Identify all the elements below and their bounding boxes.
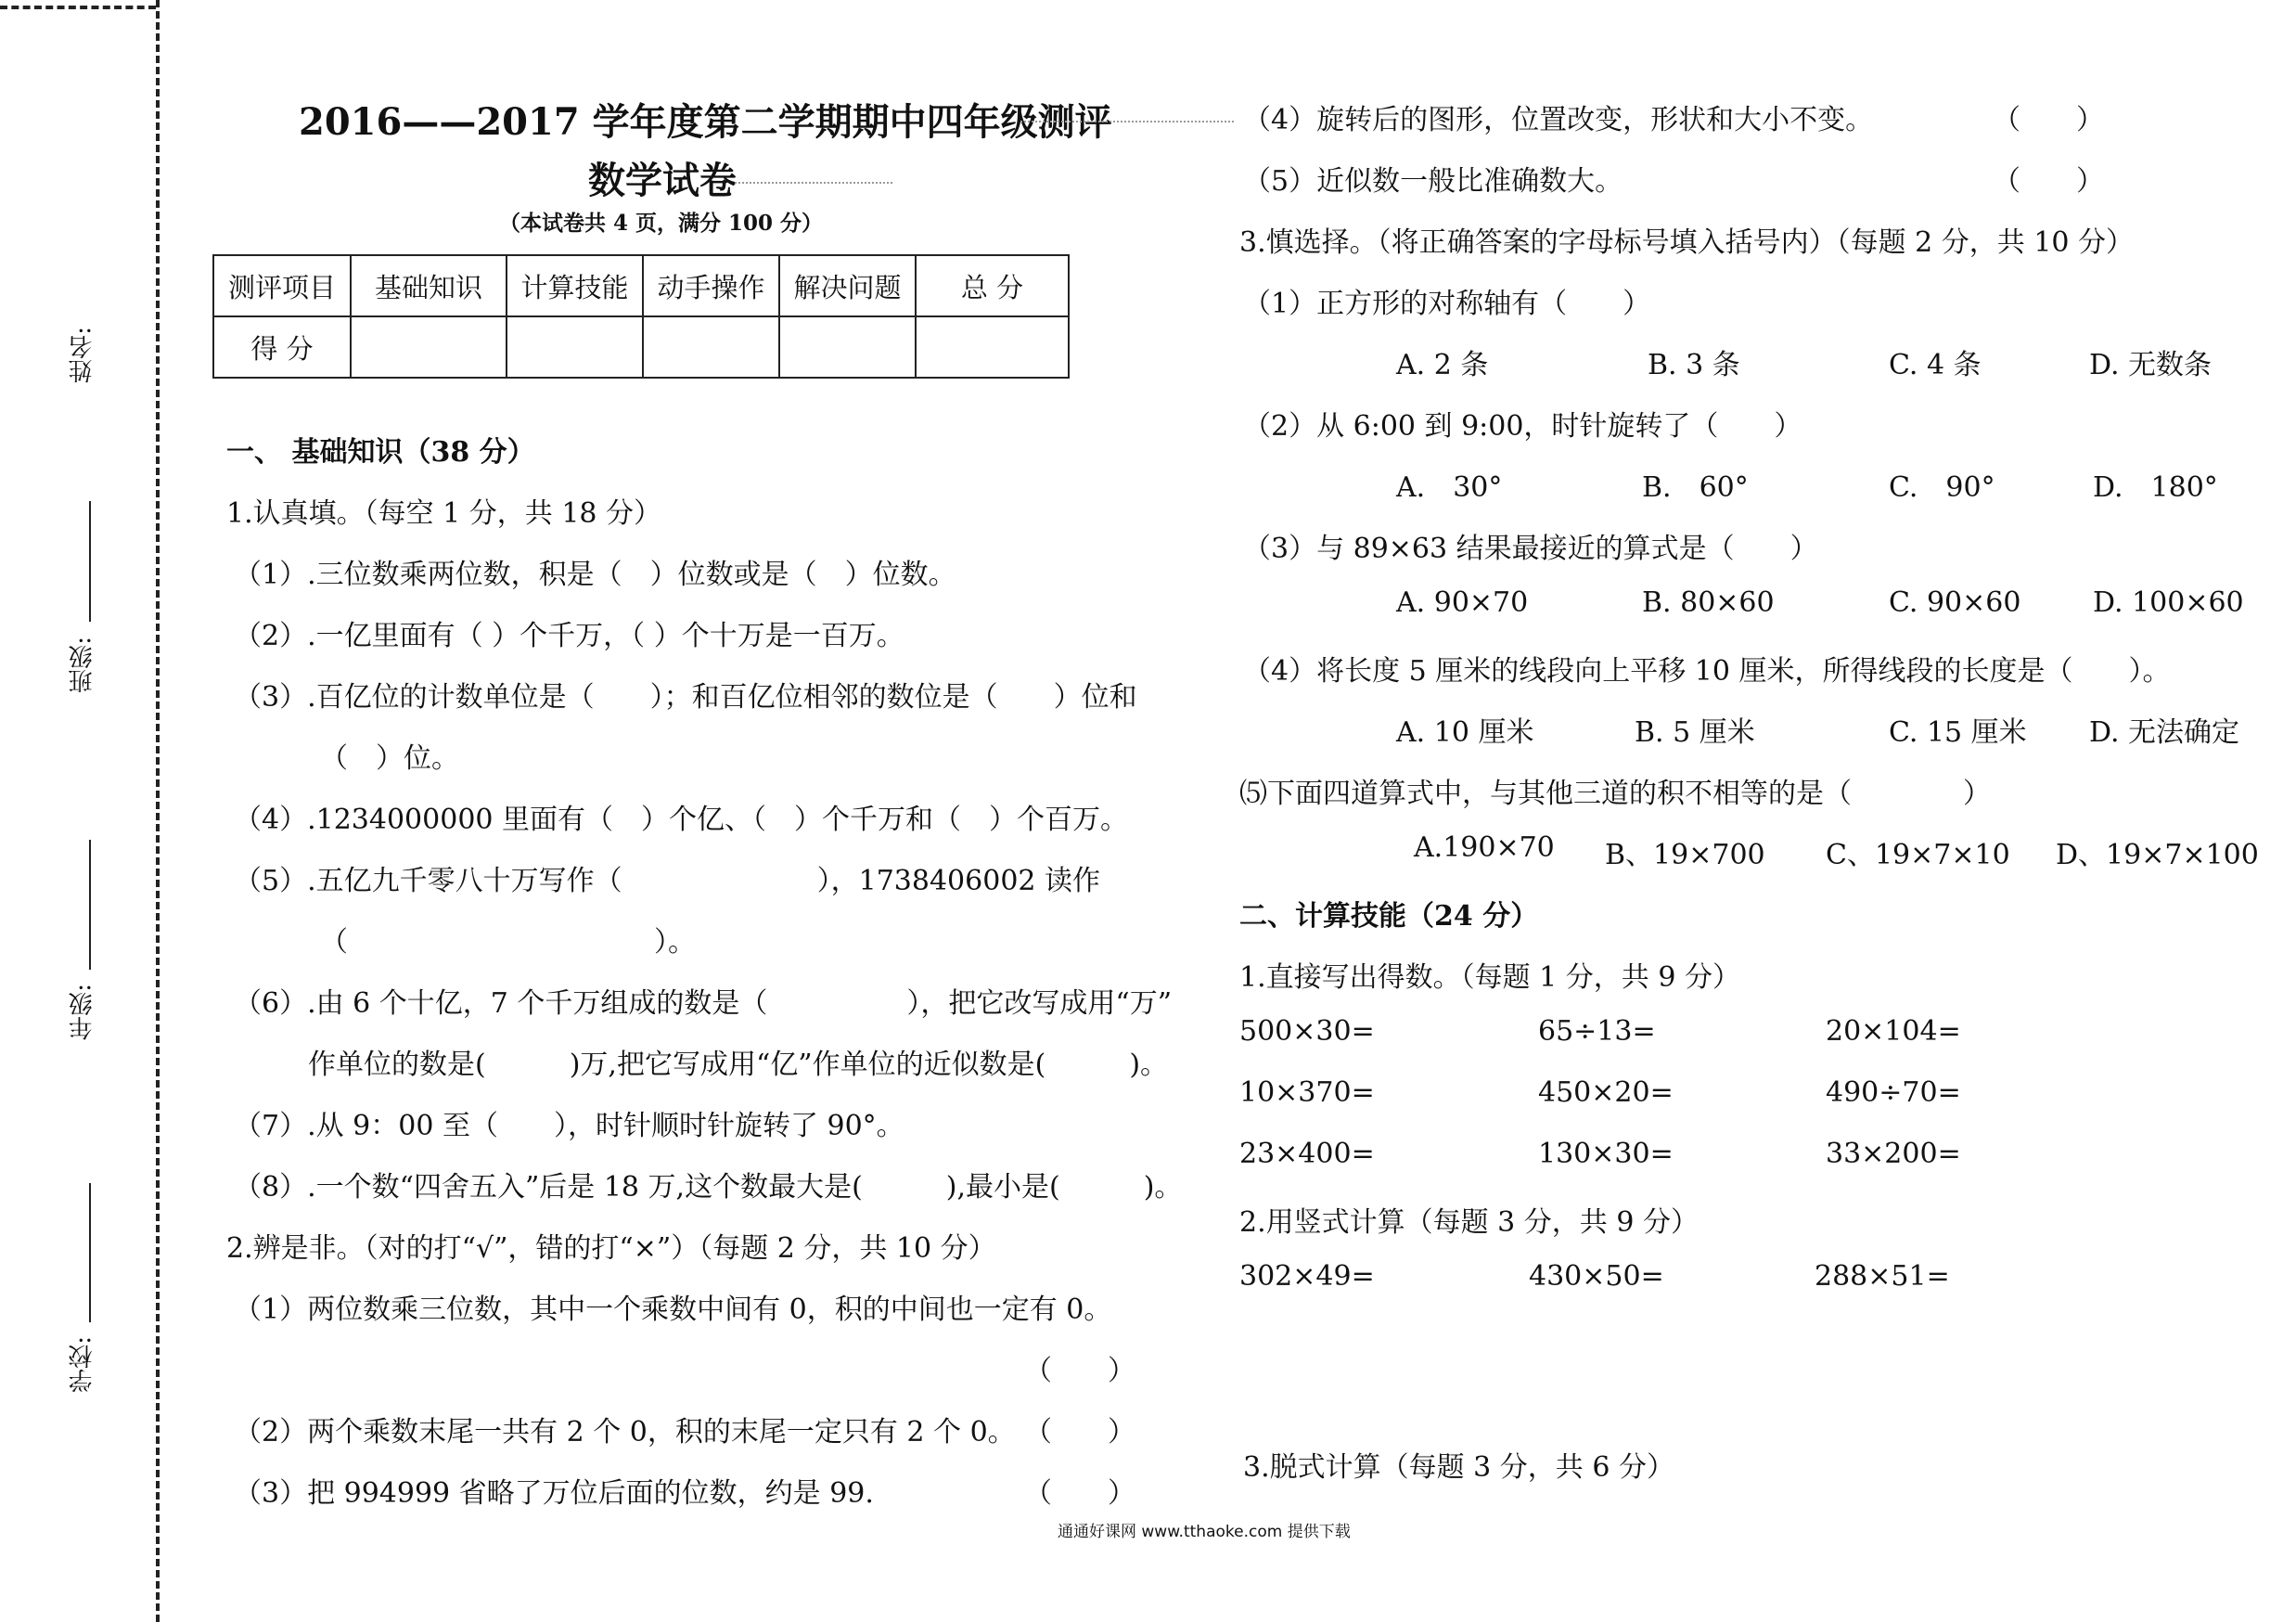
- school-blank[interactable]: [89, 1183, 91, 1322]
- calc-item: 33×200=: [1826, 1138, 1961, 1170]
- q2-item-2: （2）两个乘数末尾一共有 2 个 0，积的末尾一定只有 2 个 0。: [234, 1416, 1016, 1448]
- binding-top-tick: [0, 6, 156, 9]
- answer-paren[interactable]: （ ）: [1024, 1355, 1135, 1387]
- class-blank[interactable]: [89, 501, 91, 622]
- q1-item-6: （6）.由 6 个十亿，7 个千万组成的数是（ ），把它改写成用“万”: [234, 987, 1173, 1020]
- score-table-score-row: [213, 316, 1069, 378]
- q1-item-5: （5）.五亿九千零八十万写作（ ），1738406002 读作: [234, 865, 1101, 897]
- subtitle-dots: [735, 182, 892, 184]
- choice-option[interactable]: C. 15 厘米: [1889, 716, 2027, 749]
- header-cell: 解决问题: [779, 255, 916, 316]
- calc-item: 288×51=: [1815, 1260, 1950, 1293]
- row-label: 得 分: [213, 316, 351, 378]
- school-label: 学校:: [69, 1336, 96, 1393]
- choice-q5: ⑸下面四道算式中，与其他三道的积不相等的是（ ）: [1239, 778, 1991, 810]
- choice-option[interactable]: C. 4 条: [1889, 349, 1982, 381]
- choice-option[interactable]: B. 3 条: [1648, 349, 1740, 381]
- q2-title: 2.辨是非。（对的打“√”，错的打“×”）（每题 2 分，共 10 分）: [226, 1232, 996, 1265]
- calc-item: 65÷13=: [1538, 1015, 1656, 1048]
- calc-item: 20×104=: [1826, 1015, 1961, 1048]
- choice-option[interactable]: B、19×700: [1605, 839, 1765, 871]
- calc2-title: 2.用竖式计算（每题 3 分，共 9 分）: [1239, 1206, 1699, 1239]
- calc-item: 10×370=: [1239, 1076, 1375, 1109]
- choice-option[interactable]: C、19×7×10: [1826, 839, 2010, 871]
- score-cell[interactable]: [351, 316, 507, 378]
- answer-paren[interactable]: （ ）: [1024, 1416, 1135, 1448]
- section2-heading: 二、计算技能（24 分）: [1239, 900, 1539, 933]
- score-cell[interactable]: [507, 316, 643, 378]
- score-table-header-row: [213, 255, 1069, 316]
- score-cell[interactable]: [643, 316, 779, 378]
- choice-option[interactable]: D. 无法确定: [2089, 716, 2240, 749]
- q1-item-1: （1）.三位数乘两位数，积是（ ）位数或是（ ）位数。: [234, 559, 956, 591]
- footer-source: 通通好课网 www.tthaoke.com 提供下载: [1058, 1523, 1351, 1541]
- grade-blank[interactable]: [89, 840, 91, 970]
- header-cell: 动手操作: [643, 255, 779, 316]
- choice-option[interactable]: B. 80×60: [1642, 586, 1775, 619]
- choice-option[interactable]: B. 5 厘米: [1635, 716, 1755, 749]
- choice-option[interactable]: A.190×70: [1414, 831, 1555, 864]
- calc-item: 500×30=: [1239, 1015, 1375, 1048]
- choice-option[interactable]: A. 2 条: [1396, 349, 1489, 381]
- choice-q3: （3）与 89×63 结果最接近的算式是（ ）: [1243, 533, 1818, 565]
- calc-item: 430×50=: [1529, 1260, 1664, 1293]
- calc-item: 23×400=: [1239, 1138, 1375, 1170]
- calc1-title: 1.直接写出得数。（每题 1 分，共 9 分）: [1239, 961, 1740, 994]
- exam-subtitle: 数学试卷: [588, 159, 737, 202]
- answer-paren[interactable]: （ ）: [1024, 1477, 1135, 1510]
- choice-q1: （1）正方形的对称轴有（ ）: [1243, 288, 1651, 320]
- q1-item-6-cont: 作单位的数是( )万,把它写成用“亿”作单位的近似数是( )。: [308, 1049, 1169, 1081]
- q1-title: 1.认真填。（每空 1 分，共 18 分）: [226, 497, 662, 530]
- q1-item-4: （4）.1234000000 里面有（ ）个亿、（ ）个千万和（ ）个百万。: [234, 804, 1129, 836]
- header-cell: 测评项目: [213, 255, 351, 316]
- exam-title: 2016——2017 学年度第二学期期中四年级测评: [299, 100, 1112, 144]
- choice-option[interactable]: A. 30°: [1396, 471, 1503, 504]
- header-cell: 计算技能: [507, 255, 643, 316]
- name-label: 姓名:: [69, 327, 96, 383]
- choice-option[interactable]: C. 90°: [1889, 471, 1995, 504]
- q2-item-3: （3）把 994999 省略了万位后面的位数，约是 99.: [234, 1477, 874, 1510]
- section1-heading: 一、 基础知识（38 分）: [226, 436, 535, 469]
- header-cell: 总 分: [916, 255, 1069, 316]
- q1-item-5-cont: （ ）。: [320, 926, 696, 959]
- choice-option[interactable]: D. 180°: [2093, 471, 2218, 504]
- q2-item-1: （1）两位数乘三位数，其中一个乘数中间有 0，积的中间也一定有 0。: [234, 1294, 1112, 1326]
- answer-paren[interactable]: （ ）: [1993, 104, 2104, 136]
- calc-item: 130×30=: [1538, 1138, 1674, 1170]
- calc-item: 450×20=: [1538, 1076, 1674, 1109]
- score-table: [212, 254, 1070, 379]
- choice-option[interactable]: B. 60°: [1642, 471, 1749, 504]
- score-cell[interactable]: [779, 316, 916, 378]
- choice-q4: （4）将长度 5 厘米的线段向上平移 10 厘米，所得线段的长度是（ ）。: [1243, 655, 2171, 688]
- grade-label: 年级:: [69, 984, 96, 1040]
- calc-item: 302×49=: [1239, 1260, 1375, 1293]
- q1-item-7: （7）.从 9：00 至（ ），时针顺时针旋转了 90°。: [234, 1110, 904, 1142]
- choice-option[interactable]: C. 90×60: [1889, 586, 2021, 619]
- q1-item-3: （3）.百亿位的计数单位是（ ）；和百亿位相邻的数位是（ ）位和: [234, 681, 1137, 714]
- q1-item-3-cont: （ ）位。: [320, 742, 459, 775]
- q1-item-2: （2）.一亿里面有（ ）个千万，（ ）个十万是一百万。: [234, 620, 904, 652]
- judge-item-5: （5）近似数一般比准确数大。: [1243, 165, 1623, 198]
- choice-q2: （2）从 6:00 到 9:00，时针旋转了（ ）: [1243, 410, 1802, 443]
- judge-item-4: （4）旋转后的图形，位置改变，形状和大小不变。: [1243, 104, 1874, 136]
- choice-option[interactable]: D. 100×60: [2093, 586, 2244, 619]
- choice-option[interactable]: D. 无数条: [2089, 349, 2213, 381]
- choice-option[interactable]: A. 10 厘米: [1396, 716, 1534, 749]
- title-dots: [1020, 121, 1234, 122]
- answer-paren[interactable]: （ ）: [1993, 165, 2104, 198]
- binding-dashed-line: [156, 0, 160, 1622]
- q3-title: 3.慎选择。（将正确答案的字母标号填入括号内）（每题 2 分，共 10 分）: [1239, 226, 2135, 259]
- score-cell[interactable]: [916, 316, 1069, 378]
- exam-note: （本试卷共 4 页，满分 100 分）: [499, 211, 824, 236]
- choice-option[interactable]: D、19×7×100: [2056, 839, 2259, 871]
- header-cell: 基础知识: [351, 255, 507, 316]
- choice-option[interactable]: A. 90×70: [1396, 586, 1529, 619]
- calc-item: 490÷70=: [1826, 1076, 1961, 1109]
- calc3-title: 3.脱式计算（每题 3 分，共 6 分）: [1243, 1451, 1674, 1484]
- class-label: 班级:: [69, 637, 96, 693]
- q1-item-8: （8）.一个数“四舍五入”后是 18 万,这个数最大是( ),最小是( )。: [234, 1171, 1183, 1204]
